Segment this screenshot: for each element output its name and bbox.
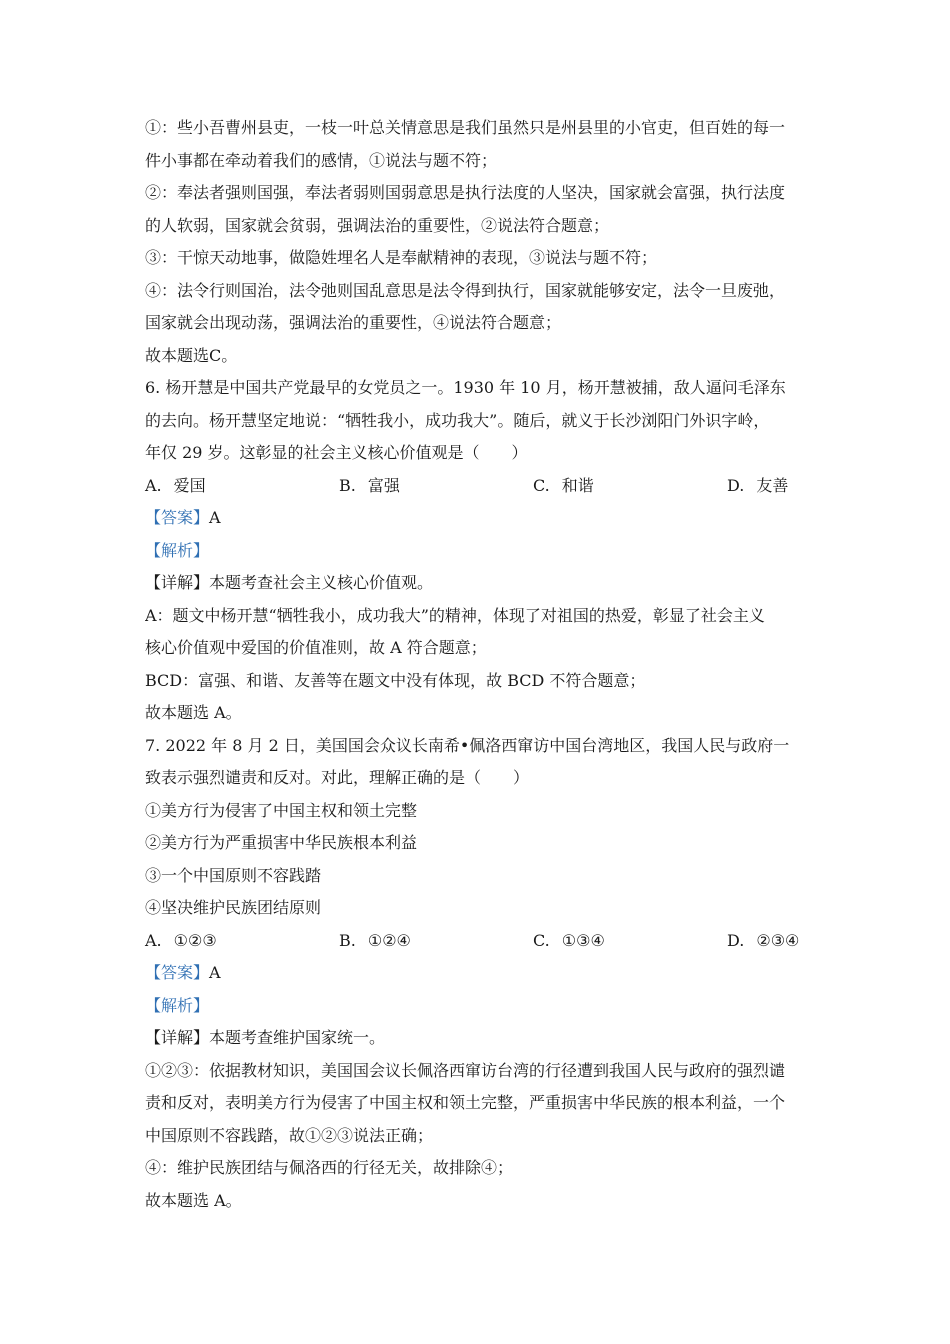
analysis-line: ②：奉法者强则国强，奉法者弱则国弱意思是执行法度的人坚决，国家就会富强，执行法度 xyxy=(145,183,786,202)
question-stem-line: 6. 杨开慧是中国共产党最早的女党员之一。1930 年 10 月，杨开慧被捕，敌人逼问毛泽东 xyxy=(145,378,786,397)
question-stem-line: 7. 2022 年 8 月 2 日，美国国会众议长南希•佩洛西窜访中国台湾地区，我国人民与政府一 xyxy=(145,735,790,755)
analysis-tag: 【解析】 xyxy=(145,995,210,1015)
explanation-line: ①②③：依据教材知识，美国国会议长佩洛西窜访台湾的行径遭到我国人民与政府的强烈谴 xyxy=(145,1060,786,1080)
option-a: A. ①②③ xyxy=(145,930,217,950)
analysis-line: 国家就会出现动荡，强调法治的重要性，④说法符合题意； xyxy=(145,313,562,332)
detail-text: 本题考查社会主义核心价值观。 xyxy=(209,573,434,592)
answer-tag: 【答案】 xyxy=(145,963,210,982)
detail-line xyxy=(145,1022,815,1055)
statement-line: ②美方行为严重损害中华民族根本利益 xyxy=(145,833,418,852)
conclusion-line: 故本题选 A。 xyxy=(145,1190,242,1210)
answer-value: A xyxy=(209,508,221,527)
question-stem-line: 年仅 29 岁。这彰显的社会主义核心价值观是（ ） xyxy=(145,443,528,462)
analysis-heading xyxy=(145,990,815,1023)
question-6 xyxy=(145,372,815,730)
option-a: A. 爱国 xyxy=(145,475,206,495)
question-stem-line: 的去向。杨开慧坚定地说：“牺牲我小，成功我大”。随后，就义于长沙浏阳门外识字岭， xyxy=(145,410,770,430)
answer-line xyxy=(145,957,815,990)
document-page xyxy=(145,112,815,1217)
statement-line: ④坚决维护民族团结原则 xyxy=(145,898,322,917)
option-b: B. ①②④ xyxy=(339,930,411,950)
analysis-line: ③：干惊天动地事，做隐姓埋名人是奉献精神的表现，③说法与题不符； xyxy=(145,248,658,267)
analysis-tag: 【解析】 xyxy=(145,540,210,560)
explanation-line: BCD：富强、和谐、友善等在题文中没有体现，故 BCD 不符合题意； xyxy=(145,670,646,690)
detail-tag: 【详解】 xyxy=(145,573,210,592)
option-c: C. ①③④ xyxy=(533,930,605,950)
answer-value: A xyxy=(209,963,221,982)
analysis-line: ④：法令行则国治，法令弛则国乱意思是法令得到执行，国家就能够安定，法令一旦废弛， xyxy=(145,280,786,300)
option-d: D. ②③④ xyxy=(727,930,800,950)
option-b: B. 富强 xyxy=(339,475,400,495)
options-row xyxy=(145,470,815,503)
question-stem-line: 致表示强烈谴责和反对。对此，理解正确的是（ ） xyxy=(145,768,530,787)
analysis-heading xyxy=(145,535,815,568)
analysis-line: 的人软弱，国家就会贫弱，强调法治的重要性，②说法符合题意； xyxy=(145,215,610,235)
detail-text: 本题考查维护国家统一。 xyxy=(209,1028,386,1047)
options-row xyxy=(145,925,815,958)
detail-tag: 【详解】 xyxy=(145,1028,210,1047)
explanation-line: 责和反对，表明美方行为侵害了中国主权和领土完整，严重损害中华民族的根本利益，一个 xyxy=(145,1093,786,1112)
statement-line: ①美方行为侵害了中国主权和领土完整 xyxy=(145,800,418,820)
explanation-line: 中国原则不容践踏，故①②③说法正确； xyxy=(145,1125,434,1145)
option-c: C. 和谐 xyxy=(533,475,594,495)
option-d: D. 友善 xyxy=(727,475,789,495)
answer-tag: 【答案】 xyxy=(145,508,210,527)
explanation-line: A：题文中杨开慧“牺牲我小，成功我大”的精神，体现了对祖国的热爱，彰显了社会主义 xyxy=(145,605,765,625)
analysis-line: 件小事都在牵动着我们的感情，①说法与题不符； xyxy=(145,150,498,170)
conclusion-line: 故本题选C。 xyxy=(145,345,238,365)
explanation-line: 核心价值观中爱国的价值准则，故 A 符合题意； xyxy=(145,638,487,657)
detail-line xyxy=(145,567,815,600)
analysis-line: ①：些小吾曹州县吏，一枝一叶总关情意思是我们虽然只是州县里的小官吏，但百姓的每一 xyxy=(145,118,786,137)
question-7 xyxy=(145,730,815,1218)
conclusion-line: 故本题选 A。 xyxy=(145,703,242,722)
statement-line: ③一个中国原则不容践踏 xyxy=(145,865,322,885)
prev-analysis-block xyxy=(145,112,815,372)
explanation-line: ④：维护民族团结与佩洛西的行径无关，故排除④； xyxy=(145,1158,514,1177)
answer-line xyxy=(145,502,815,535)
